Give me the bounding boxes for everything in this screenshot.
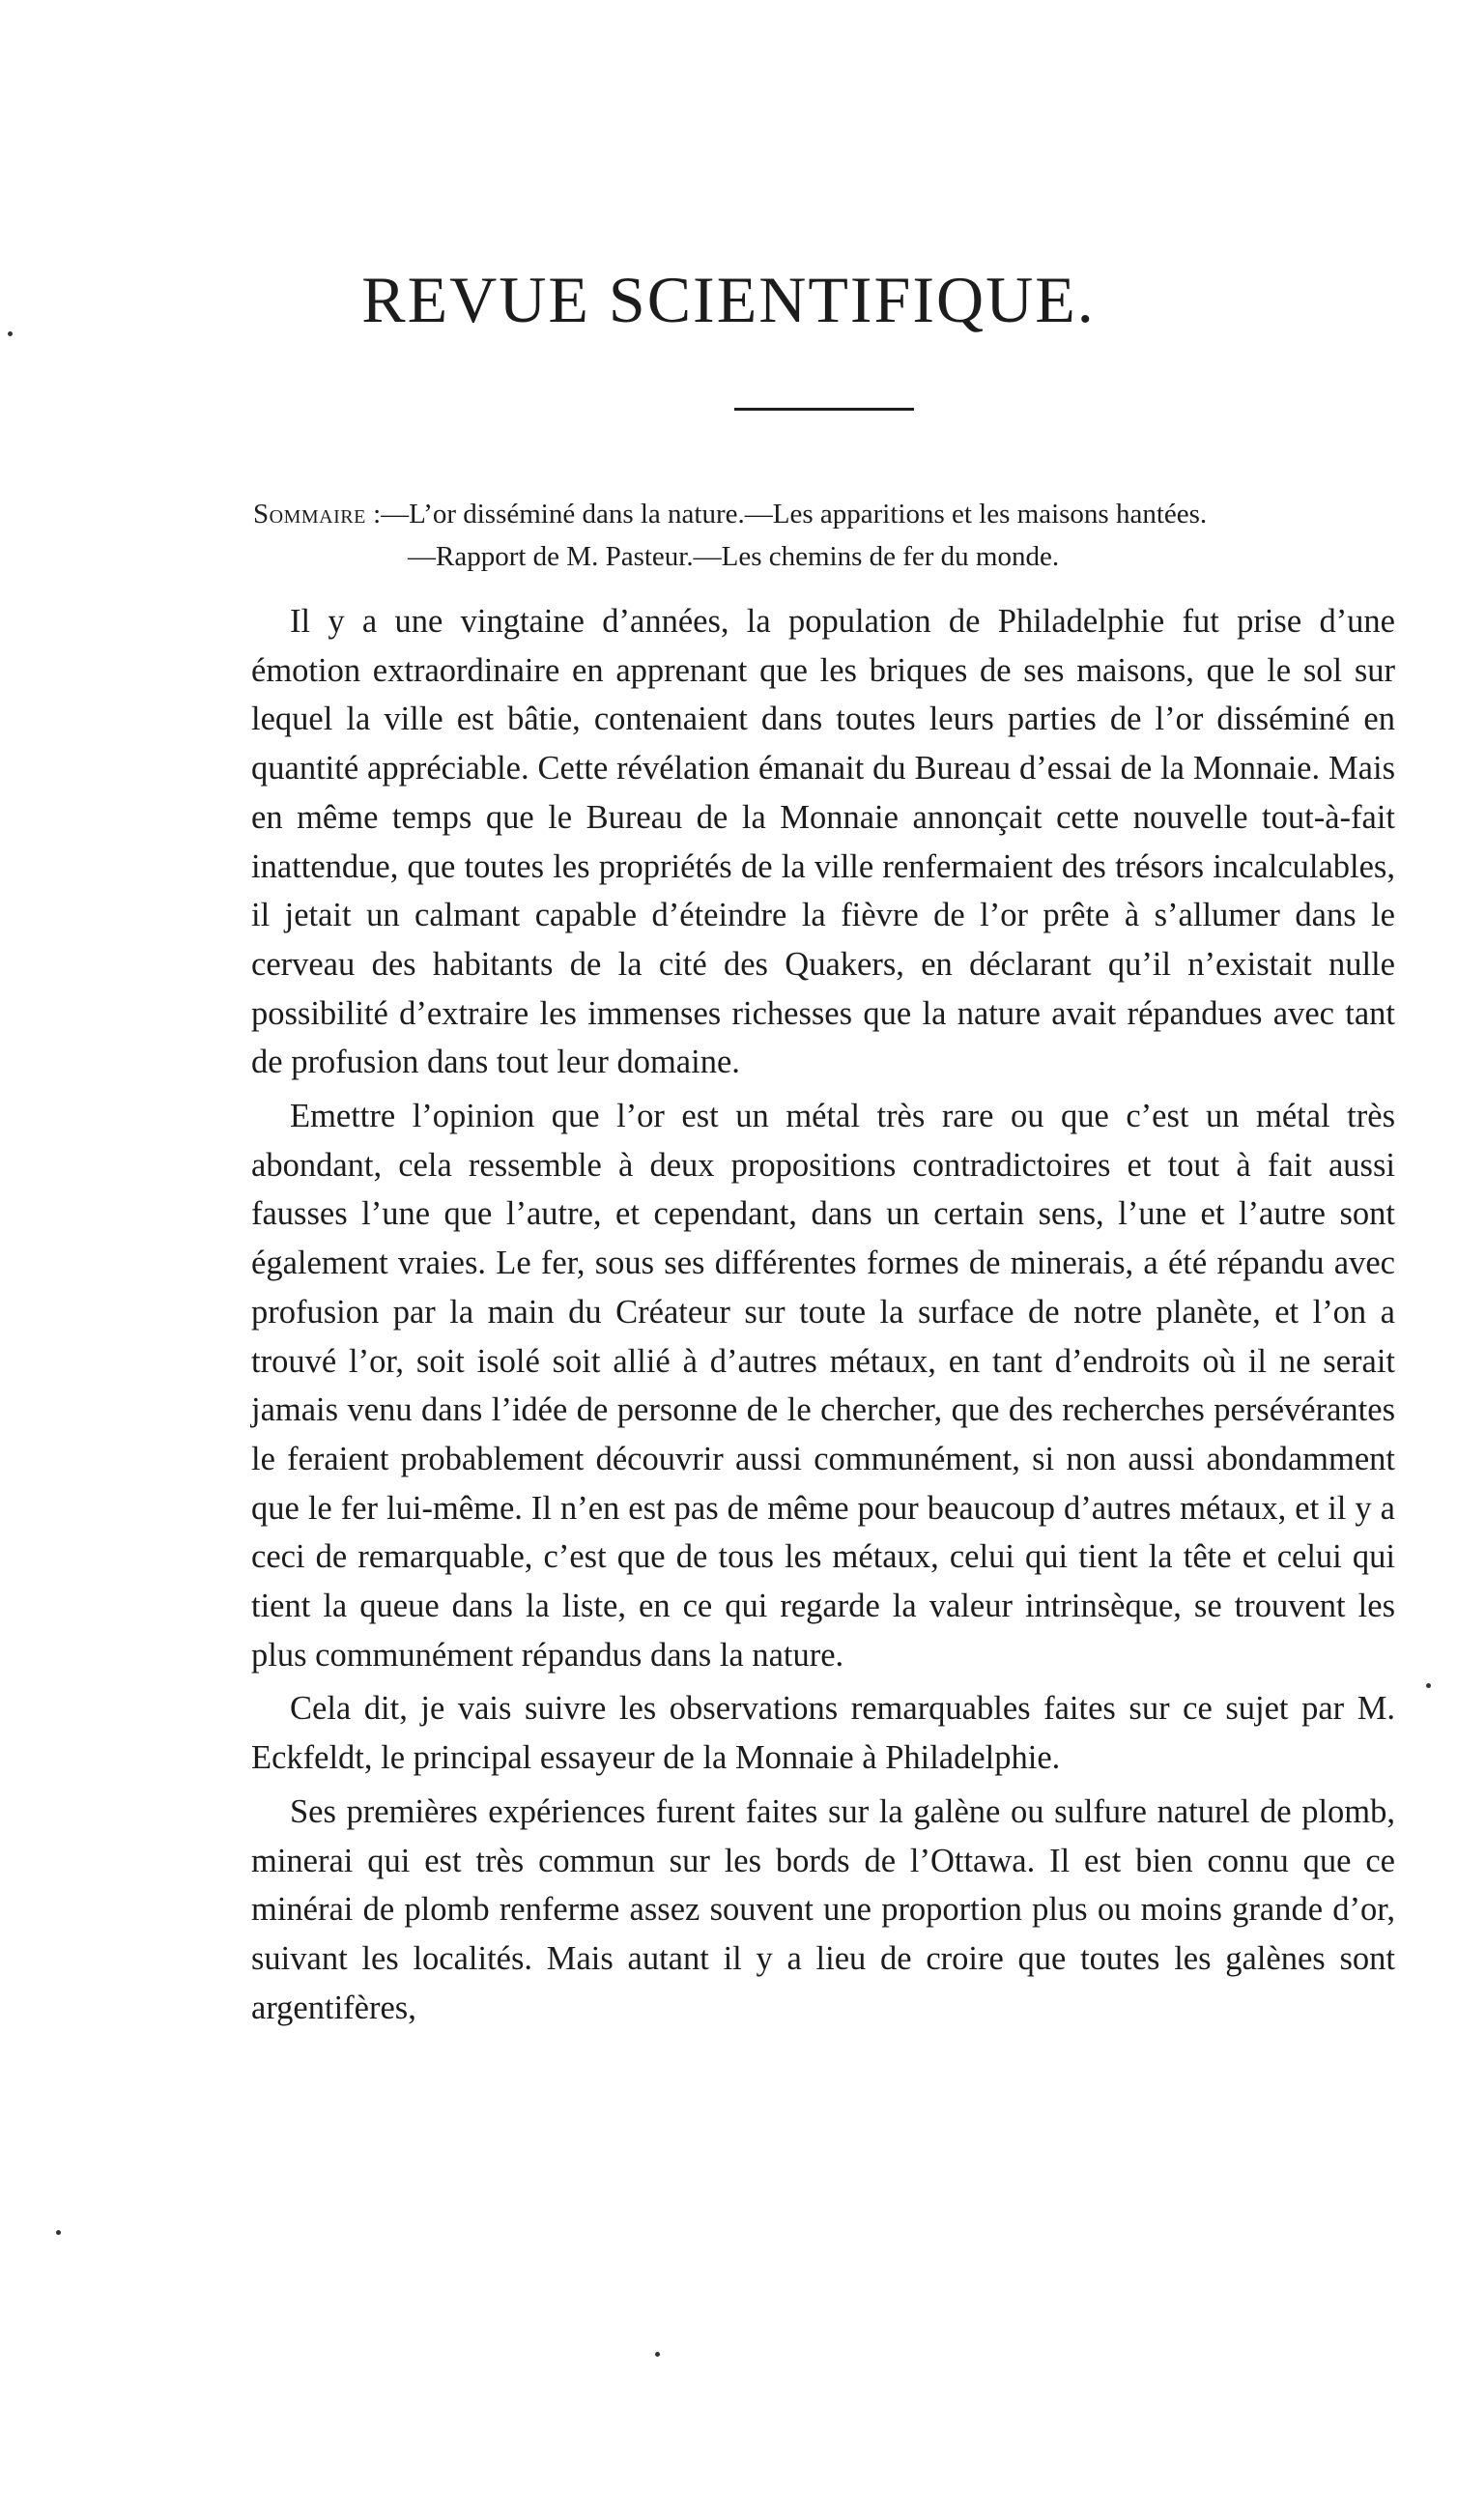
summary-topics-1: :—L’or disséminé dans la nature.—Les apparitions et les maisons hantées. (365, 499, 1208, 530)
scan-speck (1426, 1683, 1431, 1688)
paragraph-4: Ses premières expériences furent faites sur la galène ou sulfure naturel de plomb, minerai qui est très commun sur les bords de l’Ottawa. Il est bien connu que ce minérai de plomb renferme assez souvent une proportion plus ou moins grande d’or, suivant les localités. Mais autant il y a lieu de croire que toutes les galènes sont argentifères, (251, 1792, 1395, 2026)
summary-label: Sommaire (253, 499, 366, 530)
scan-speck (56, 2230, 61, 2235)
article-body (251, 597, 1395, 2037)
summary-line-1 (253, 493, 1393, 535)
paragraph-2: Emettre l’opinion que l’or est un métal très rare ou que c’est un métal très abondant, cela ressemble à deux propositions contradictoires et tout à fait aussi fausses l’une que l’autre, et cependant, dans un certain sens, l’une et l’autre sont également vraies. Le fer, sous ses différentes formes de minerais, a été répandu avec profusion par la main du Créateur sur toute la surface de notre planète, et l’on a trouvé l’or, soit isolé soit allié à d’autres métaux, en tant d’endroits où il ne serait jamais venu dans l’idée de personne de le chercher, que des recherches persévérantes le feraient probablement découvrir aussi communément, si non aussi abondamment que le fer lui-même. Il n’en est pas de même pour beaucoup d’autres métaux, et il y a ceci de remarquable, c’est que de tous les métaux, celui qui tient la tête et celui qui tient la queue dans la liste, en ce qui regarde la valeur intrinsèque, se trouvent les plus communément répandus dans la nature. (251, 1098, 1395, 1674)
summary-block (253, 493, 1393, 578)
summary-line-2: —Rapport de M. Pasteur.—Les chemins de fer du monde. (408, 541, 1060, 572)
title-divider (734, 408, 914, 411)
page-title: REVUE SCIENTIFIQUE. (361, 263, 1096, 336)
paragraph-1: Il y a une vingtaine d’années, la population de Philadelphie fut prise d’une émotion extraordinaire en apprenant que les briques de ses maisons, que le sol sur lequel la ville est bâtie, contenaient dans toutes leurs parties de l’or disséminé en quantité appréciable. Cette révélation émanait du Bureau d’essai de la Monnaie. Mais en même temps que le Bureau de la Monnaie annonçait cette nouvelle tout-à-fait inattendue, que toutes les propriétés de la ville renfermaient des trésors incalculables, il jetait un calmant capable d’éteindre la fièvre de l’or prête à s’allumer dans le cerveau des habitants de la cité des Quakers, en déclarant qu’il n’existait nulle possibilité d’extraire les immenses richesses que la nature avait répandues avec tant de profusion dans tout leur domaine. (251, 603, 1395, 1081)
scan-speck (8, 331, 13, 336)
scan-speck (655, 2352, 660, 2357)
paragraph-3: Cela dit, je vais suivre les observations remarquables faites sur ce sujet par M. Eckfeldt, le principal essayeur de la Monnaie à Philadelphie. (251, 1690, 1395, 1777)
